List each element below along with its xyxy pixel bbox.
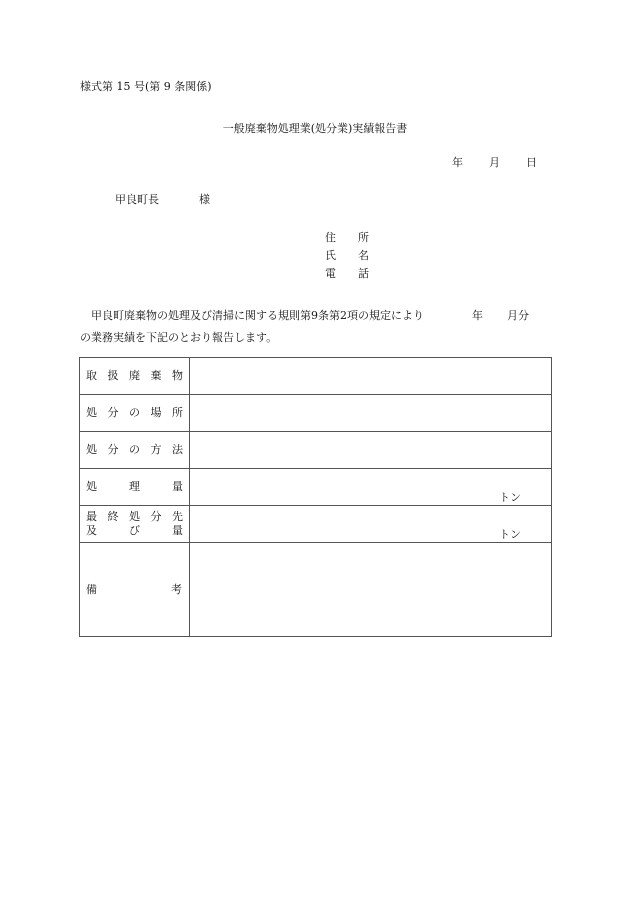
report-table <box>79 357 552 637</box>
date-year-label: 年 <box>452 156 463 169</box>
address-label: 住 所 <box>325 231 369 244</box>
applicant-block <box>325 231 369 285</box>
row-label-waste-type: 取 扱 廃 棄 物 <box>80 358 190 395</box>
processed-amount-field[interactable] <box>190 469 552 506</box>
disposal-location-field[interactable] <box>190 395 552 432</box>
waste-type-field[interactable] <box>190 358 552 395</box>
report-statement <box>80 305 555 349</box>
table-row <box>80 358 552 395</box>
row-label-processed-amount: 処 理 量 <box>80 469 190 506</box>
final-disposal-field[interactable] <box>190 506 552 543</box>
date-line <box>452 156 537 169</box>
statement-year: 年 <box>472 309 483 322</box>
date-day-label: 日 <box>526 156 537 169</box>
form-number: 様式第 15 号(第 9 条関係) <box>80 80 212 93</box>
table-row <box>80 432 552 469</box>
addressee-name: 甲良町長 <box>115 193 159 206</box>
remarks-field[interactable] <box>190 543 552 637</box>
row-label-disposal-location: 処 分 の 場 所 <box>80 395 190 432</box>
table-row <box>80 506 552 543</box>
unit-ton: トン <box>499 490 521 504</box>
addressee-honorific: 様 <box>199 193 210 206</box>
addressee <box>115 193 210 206</box>
name-label: 氏 名 <box>325 249 369 262</box>
unit-ton: トン <box>499 527 521 541</box>
table-row <box>80 469 552 506</box>
phone-label: 電 話 <box>325 267 369 280</box>
statement-text-2: の業務実績を下記のとおり報告します。 <box>80 331 278 344</box>
table-row <box>80 395 552 432</box>
row-label-disposal-method: 処 分 の 方 法 <box>80 432 190 469</box>
row-label-final-disposal: 最 終 処 分 先 及 び 量 <box>80 506 190 543</box>
statement-month: 月分 <box>507 309 529 322</box>
date-month-label: 月 <box>489 156 500 169</box>
disposal-method-field[interactable] <box>190 432 552 469</box>
table-row <box>80 543 552 637</box>
statement-text-1: 甲良町廃棄物の処理及び清掃に関する規則第9条第2項の規定により <box>91 309 424 322</box>
document-title: 一般廃棄物処理業(処分業)実績報告書 <box>222 122 408 135</box>
row-label-remarks: 備 考 <box>80 543 190 637</box>
